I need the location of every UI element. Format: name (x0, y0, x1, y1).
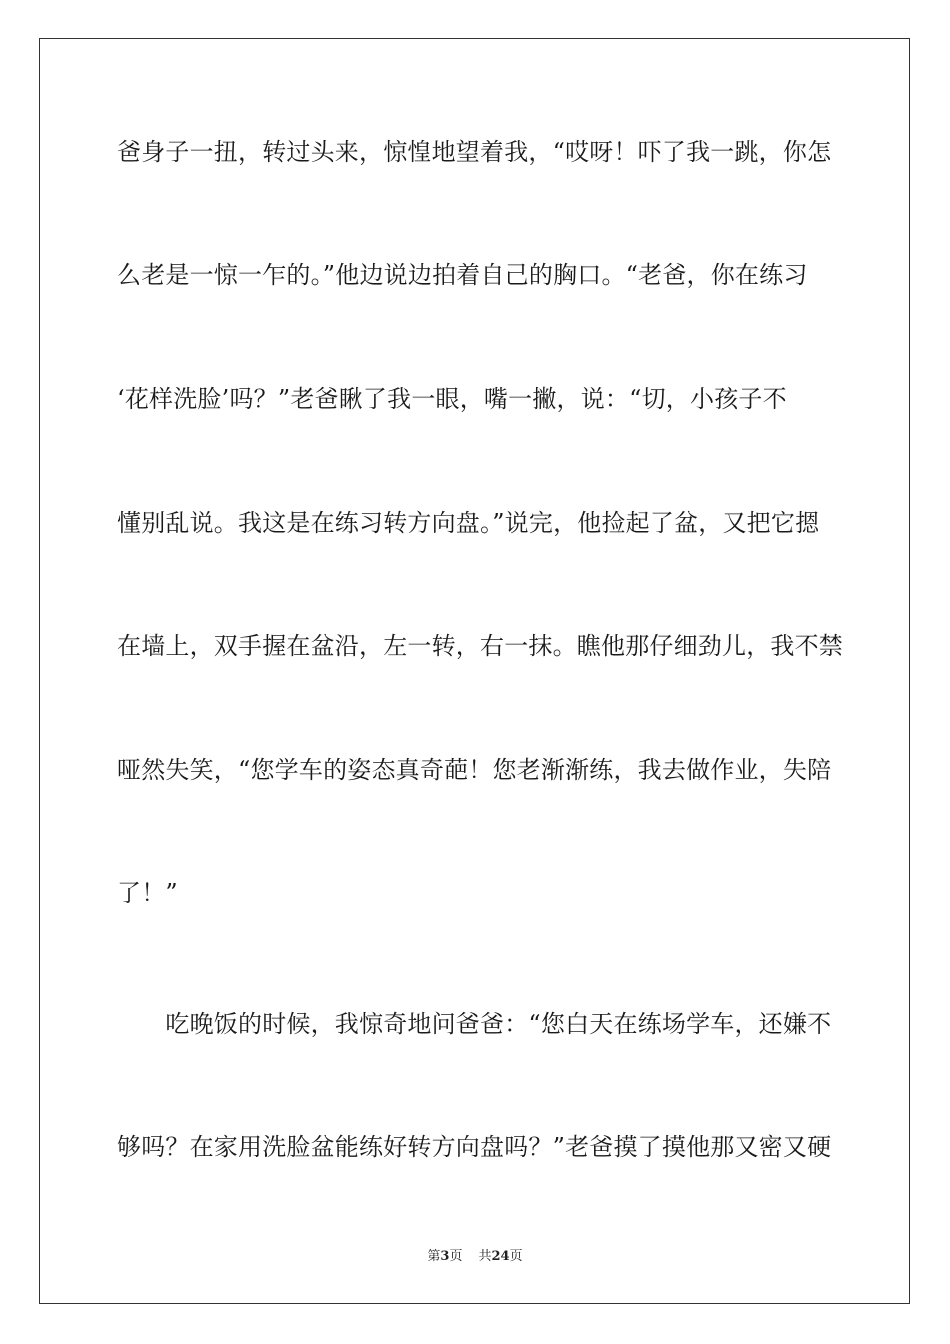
body-text-line-1: 爸身子一扭，转过头来，惊惶地望着我，“哎呀！吓了我一跳，你怎 (117, 138, 832, 166)
footer-total-pages: 24 (491, 1249, 510, 1264)
footer-page-number: 3 (440, 1249, 450, 1264)
body-text-line-4: 懂别乱说。我这是在练习转方向盘。”说完，他捡起了盆，又把它摁 (117, 509, 820, 537)
body-text-line-6: 哑然失笑，“您学车的姿态真奇葩！您老渐渐练，我去做作业，失陪 (117, 756, 832, 784)
body-text-line-5: 在墙上，双手握在盆沿，左一转，右一抹。瞧他那仔细劲儿，我不禁 (117, 632, 843, 660)
page-border (39, 38, 910, 1304)
footer-page-suffix: 页 (449, 1249, 463, 1264)
body-text-line-9: 够吗？在家用洗脸盆能练好转方向盘吗？”老爸摸了摸他那又密又硬 (117, 1133, 832, 1161)
body-text-line-8: 吃晚饭的时候，我惊奇地问爸爸：“您白天在练场学车，还嫌不 (117, 1010, 832, 1038)
footer-total-suffix: 页 (509, 1249, 523, 1264)
body-text-line-2: 么老是一惊一乍的。”他边说边拍着自己的胸口。“老爸，你在练习 (117, 261, 808, 289)
body-text-line-3: ‘花样洗脸’吗？”老爸瞅了我一眼，嘴一撇，说：“切，小孩子不 (117, 385, 787, 413)
body-text-line-7: 了！” (117, 879, 178, 907)
footer-page-prefix: 第 (427, 1249, 441, 1264)
page-footer (0, 1249, 950, 1265)
footer-total-prefix: 共 (478, 1249, 492, 1264)
